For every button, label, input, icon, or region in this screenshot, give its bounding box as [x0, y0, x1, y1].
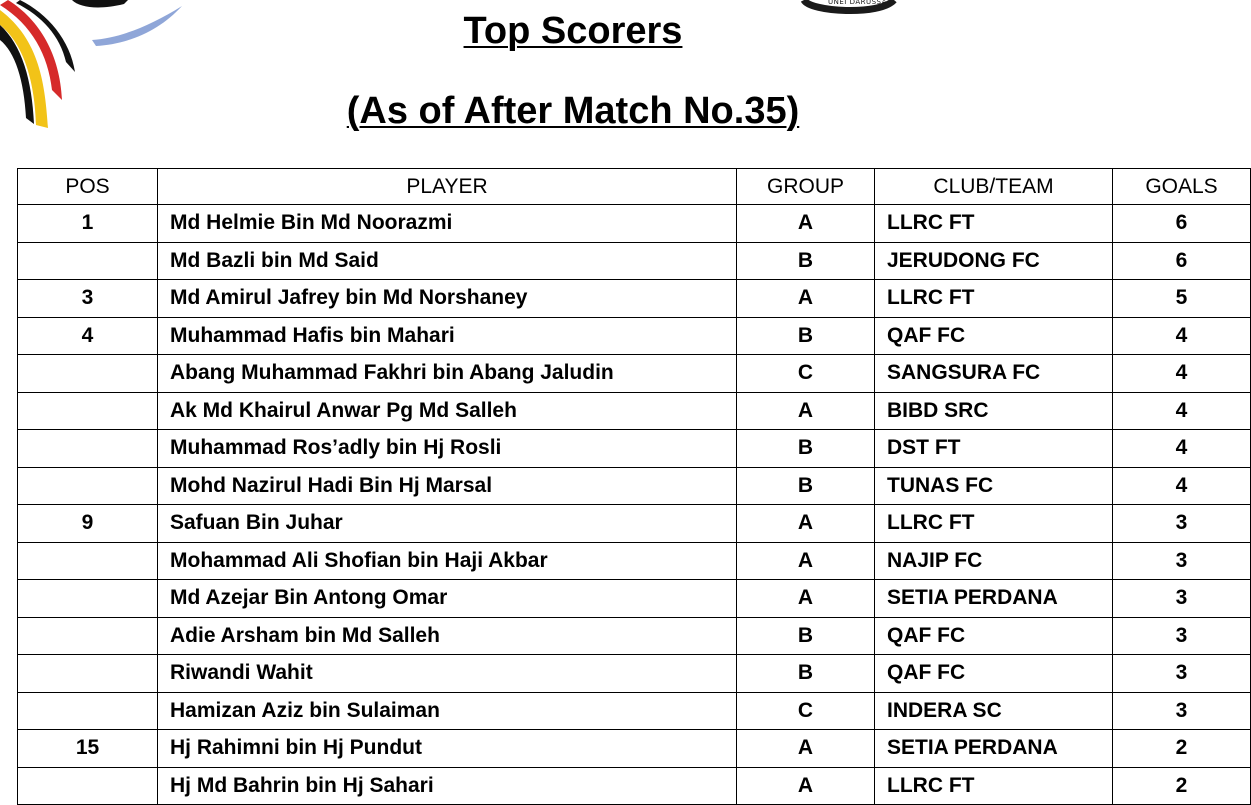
cell-club: SETIA PERDANA: [875, 730, 1113, 768]
cell-pos: [18, 242, 158, 280]
cell-club: SANGSURA FC: [875, 355, 1113, 393]
cell-goals: 4: [1113, 430, 1251, 468]
table-row: [18, 505, 1251, 543]
column-header-group: GROUP: [737, 169, 875, 205]
cell-goals: 4: [1113, 317, 1251, 355]
table-row: [18, 430, 1251, 468]
cell-goals: 2: [1113, 767, 1251, 805]
cell-goals: 3: [1113, 505, 1251, 543]
table-header-row: [18, 169, 1251, 205]
cell-player: Safuan Bin Juhar: [158, 505, 737, 543]
cell-pos: 3: [18, 280, 158, 318]
cell-goals: 3: [1113, 617, 1251, 655]
page-subtitle: (As of After Match No.35): [346, 90, 800, 132]
cell-pos: [18, 392, 158, 430]
table-row: [18, 617, 1251, 655]
cell-player: Adie Arsham bin Md Salleh: [158, 617, 737, 655]
cell-group: A: [737, 580, 875, 618]
cell-club: JERUDONG FC: [875, 242, 1113, 280]
table-row: [18, 767, 1251, 805]
cell-player: Md Bazli bin Md Said: [158, 242, 737, 280]
cell-pos: [18, 692, 158, 730]
cell-club: SETIA PERDANA: [875, 580, 1113, 618]
cell-pos: [18, 655, 158, 693]
top-scorers-table: [17, 168, 1251, 805]
cell-player: Md Helmie Bin Md Noorazmi: [158, 205, 737, 243]
cell-group: B: [737, 317, 875, 355]
cell-club: QAF FC: [875, 617, 1113, 655]
cell-goals: 4: [1113, 392, 1251, 430]
cell-goals: 4: [1113, 467, 1251, 505]
cell-pos: [18, 580, 158, 618]
cell-group: B: [737, 617, 875, 655]
cell-player: Hamizan Aziz bin Sulaiman: [158, 692, 737, 730]
column-header-goals: GOALS: [1113, 169, 1251, 205]
table-row: [18, 692, 1251, 730]
cell-player: Riwandi Wahit: [158, 655, 737, 693]
cell-club: BIBD SRC: [875, 392, 1113, 430]
cell-group: B: [737, 467, 875, 505]
cell-player: Mohammad Ali Shofian bin Haji Akbar: [158, 542, 737, 580]
cell-goals: 6: [1113, 205, 1251, 243]
cell-club: LLRC FT: [875, 280, 1113, 318]
table-row: [18, 280, 1251, 318]
cell-group: B: [737, 430, 875, 468]
cell-goals: 3: [1113, 692, 1251, 730]
cell-club: LLRC FT: [875, 505, 1113, 543]
cell-goals: 4: [1113, 355, 1251, 393]
cell-pos: [18, 767, 158, 805]
table-row: [18, 242, 1251, 280]
cell-club: INDERA SC: [875, 692, 1113, 730]
cell-player: Hj Md Bahrin bin Hj Sahari: [158, 767, 737, 805]
table-row: [18, 392, 1251, 430]
cell-group: A: [737, 392, 875, 430]
cell-player: Abang Muhammad Fakhri bin Abang Jaludin: [158, 355, 737, 393]
cell-club: DST FT: [875, 430, 1113, 468]
cell-club: QAF FC: [875, 317, 1113, 355]
cell-club: LLRC FT: [875, 767, 1113, 805]
table-row: [18, 205, 1251, 243]
table-row: [18, 317, 1251, 355]
column-header-pos: POS: [18, 169, 158, 205]
table-row: [18, 542, 1251, 580]
logo-ball-edge: [72, 0, 128, 7]
cell-player: Hj Rahimni bin Hj Pundut: [158, 730, 737, 768]
cell-goals: 6: [1113, 242, 1251, 280]
cell-club: TUNAS FC: [875, 467, 1113, 505]
page-title: Top Scorers: [463, 10, 683, 52]
table-row: [18, 467, 1251, 505]
association-logo-text: UNEI DARUSSA: [828, 0, 887, 6]
cell-group: A: [737, 542, 875, 580]
cell-group: C: [737, 692, 875, 730]
cell-player: Muhammad Hafis bin Mahari: [158, 317, 737, 355]
cell-group: B: [737, 242, 875, 280]
cell-group: A: [737, 505, 875, 543]
cell-goals: 3: [1113, 542, 1251, 580]
cell-pos: [18, 467, 158, 505]
cell-group: A: [737, 205, 875, 243]
cell-player: Md Azejar Bin Antong Omar: [158, 580, 737, 618]
cell-pos: [18, 430, 158, 468]
cell-club: QAF FC: [875, 655, 1113, 693]
cell-pos: 9: [18, 505, 158, 543]
cell-goals: 2: [1113, 730, 1251, 768]
column-header-player: PLAYER: [158, 169, 737, 205]
cell-goals: 3: [1113, 655, 1251, 693]
cell-pos: [18, 542, 158, 580]
cell-club: NAJIP FC: [875, 542, 1113, 580]
cell-pos: [18, 355, 158, 393]
table-row: [18, 730, 1251, 768]
column-header-club: CLUB/TEAM: [875, 169, 1113, 205]
cell-player: Ak Md Khairul Anwar Pg Md Salleh: [158, 392, 737, 430]
table-row: [18, 655, 1251, 693]
cell-player: Md Amirul Jafrey bin Md Norshaney: [158, 280, 737, 318]
cell-pos: [18, 617, 158, 655]
cell-goals: 3: [1113, 580, 1251, 618]
cell-group: A: [737, 767, 875, 805]
cell-group: C: [737, 355, 875, 393]
cell-group: B: [737, 655, 875, 693]
table-row: [18, 355, 1251, 393]
cell-pos: 1: [18, 205, 158, 243]
cell-group: A: [737, 730, 875, 768]
cell-pos: 4: [18, 317, 158, 355]
cell-club: LLRC FT: [875, 205, 1113, 243]
table-row: [18, 580, 1251, 618]
cell-player: Muhammad Ros’adly bin Hj Rosli: [158, 430, 737, 468]
cell-goals: 5: [1113, 280, 1251, 318]
table-body: [18, 205, 1251, 805]
cell-player: Mohd Nazirul Hadi Bin Hj Marsal: [158, 467, 737, 505]
cell-group: A: [737, 280, 875, 318]
cell-pos: 15: [18, 730, 158, 768]
